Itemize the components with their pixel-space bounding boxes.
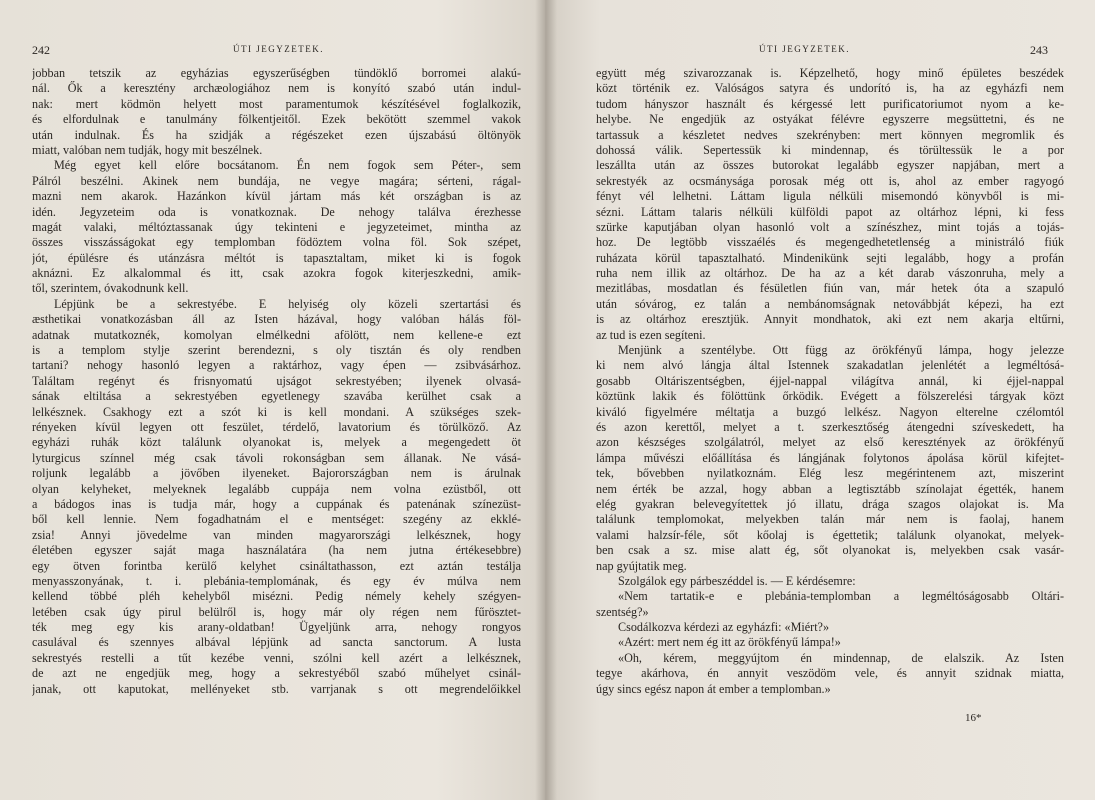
text-line: szentség?» (596, 604, 649, 619)
text-line: kellend többé pléh kehelyből misézni. Pedig némely kehely szégyen- (32, 589, 521, 604)
text-line: tegye akárhova, én annyit veszödöm vele, és annyit szidnak miatta, (596, 666, 1064, 681)
text-line: is az oltárhoz eresztjük. Annyit mondhatok, aki ezt nem akarja eltűrni, (596, 312, 1064, 327)
text-line: azon készséges szolgálatról, melyet az első keresztények az örökfényű (596, 435, 1064, 450)
text-line: egyházi ruhák közt találunk olyanokat is, melyek a megengedett öt (32, 435, 521, 450)
text-line: ték meg egy kis arany-oldatban! Ügyeljünk arra, nehogy rongyos (32, 620, 521, 635)
text-line: gosabb Oltáriszentségben, éjjel-nappal világítva annál, ki éjjel-nappal (596, 373, 1064, 388)
text-line: leszállta után az összes butorokat legalább egyszer napjában, mert a (596, 158, 1064, 173)
text-line: «Nem tartatik-e e plebánia-templomban a legméltóságosabb Oltári- (618, 589, 1064, 604)
text-line: menyasszonyának, t. i. plebánia-templomának, és egy év múlva nem (32, 573, 521, 588)
signature-mark: 16* (965, 712, 982, 724)
text-line: tudom hányszor használt és kérgessé lett purificatoriumot nyom a ke- (596, 96, 1064, 111)
text-line: Szolgálok egy párbeszéddel is. — E kérdésemre: (618, 573, 856, 588)
page-number: 243 (1030, 43, 1048, 57)
left-page (0, 0, 545, 800)
text-line: miatt, valóban nem tudják, hogy mit beszélnek. (32, 142, 263, 157)
text-line: sekrestyés restelli a tűt kezébe venni, szólni kell azért a lelkésznek, (32, 650, 521, 665)
text-line: ruha nem illik az oltárhoz. De ha az a két darab vászonruha, mely a (596, 266, 1064, 281)
text-line: de azt ne engedjük meg, hogy a sekrestyéből szabó műhelyet csinál- (32, 666, 521, 681)
page-number: 242 (32, 43, 50, 57)
text-line: adatnak mutatkoznék, komolyan elmélkedni afölött, nem kellene-e ezt (32, 327, 521, 342)
text-line: az tud is ezen segíteni. (596, 327, 706, 342)
text-line: letében csak úgy pirul belülről is, hogy már oly régen nem fűrösztet- (32, 604, 521, 619)
text-line: lyturgicus színnel még csak távoli rokonságban sem állanak. Ne vásá- (32, 450, 521, 465)
text-line: ben csak a sz. mise alatt ég, sőt olyanokat is, melyekben csak vasár- (596, 543, 1064, 558)
text-line: után indulnak. És ha szidják a régészeket ezen újszabású öltönyök (32, 127, 521, 142)
text-line: Még egyet kell előre bocsátanom. Én nem fogok sem Péter-, sem (54, 158, 521, 173)
text-line: olyan kelyheket, melyeknek legalább cuppája nem volna ezüstből, ott (32, 481, 521, 496)
text-line: idén. Jegyzeteim oda is vonatkoznak. De nehogy találva érezhesse (32, 204, 521, 219)
text-line: zsia! Annyi jövedelme van minden magyarországi lelkésznek, hogy (32, 527, 521, 542)
text-line: æsthetikai vonatkozásban áll az Isten házával, hogy valóban hálás föl- (32, 312, 521, 327)
text-line: Lépjünk be a sekrestyébe. E helyiség oly közeli szertartási és (54, 296, 521, 311)
running-head: ÚTI JEGYZETEK. (759, 44, 850, 54)
text-line: től, szerintem, óvakodnunk kell. (32, 281, 189, 296)
text-line: janak, ott kaputokat, mellényeket stb. varrjanak s ott megrendelőikkel (32, 681, 521, 696)
text-line: nak: mert ködmön helyett most paramentumok készítésével foglalkozik, (32, 96, 521, 111)
text-line: sának eltiltása a sekrestyében egyetlenegy szavába kerülhet csak a (32, 389, 521, 404)
text-line: egy ötven forintba kerülő kelyhet csináltathasson, ezt aztán testálja (32, 558, 521, 573)
text-line: dohossá válik. Sepertessük ki mindennap, és törültessük le a por (596, 142, 1064, 157)
text-line: helybe. Ne engedjük az ostyákat félévre egyszerre megsüttetni, és ne (596, 112, 1064, 127)
text-line: elég gyakran belevegyítettek jó illatu, drága szagos olajokat is. Ma (596, 496, 1064, 511)
text-line: magát valaki, méltóztassanak úgy tekinteni e jegyzeteimet, mintha az (32, 219, 521, 234)
text-line: életében egyszer saját maga használatára (ha nem jutna értékesebbre) (32, 543, 521, 558)
text-line: Találtam regényt és frisnyomatú ujságot sekrestyében; ilyenek olvasá- (32, 373, 521, 388)
text-line: «Azért: mert nem ég itt az örökfényű lámpa!» (618, 635, 841, 650)
text-line: is a templom stylje szerint berendezni, s oly tisztán és oly rendben (32, 343, 521, 358)
text-line: casulával és szennyes albával lépjünk ad sancta sanctorum. A lusta (32, 635, 521, 650)
text-line: sekrestyék az ocsmánysága porosak még ott is, ahol az ember ragyogó (596, 173, 1064, 188)
text-line: Csodálkozva kérdezi az egyházfi: «Miért?» (618, 620, 830, 635)
text-line: úgy sincs egész napon át ember a templomban.» (596, 681, 831, 696)
text-line: fényt vél lelhetni. Láttam ligula nélküli misemondó könyvből is mi- (596, 189, 1064, 204)
text-line: lelkésznek. Csakhogy ezt a szót ki is kell mondani. A szükséges szek- (32, 404, 521, 419)
page-text (32, 66, 521, 697)
running-head: ÚTI JEGYZETEK. (233, 44, 324, 54)
book-gutter (535, 0, 557, 800)
text-line: aknázni. Ez alkalommal és itt, csak azokra fogok kiterjeszkedni, amik- (32, 266, 521, 281)
text-line: a bádogos inas is tudja már, hogy a cuppának és patenának színezüst- (32, 496, 521, 511)
text-line: tartani? nehogy hasonló legyen a raktárhoz, vagy épen — zsibvásárhoz. (32, 358, 521, 373)
text-line: hoz. De legtöbb visszaélés és megengedhetetlenség a ministráló fiúk (596, 235, 1064, 250)
text-line: jobban tetszik az egyházias egyszerűségben tündöklő borromei alakú- (32, 66, 521, 80)
text-line: és azon kerettől, melyet a t. szerkesztőség átengedni szíveskedett, ha (596, 419, 1064, 434)
text-line: tek, bővebben nyilatkoznám. Elég lesz megérintenem azt, miszerint (596, 466, 1064, 481)
text-line: ruházata körül tapasztalható. Mindenikünk sejti legalább, hogy a profán (596, 250, 1064, 265)
text-line: mezitlábas, mosdatlan és fésületlen fiún van, már hetek óta a szapuló (596, 281, 1064, 296)
text-line: «Oh, kérem, meggyújtom én mindennap, de elalszik. Az Isten (618, 650, 1064, 665)
text-line: Pálról beszélni. Akinek nem bundája, ne vegye magára; sérteni, rágal- (32, 173, 521, 188)
text-line: együtt még szivarozzanak is. Képzelhető, hogy minő épületes beszédek (596, 66, 1064, 80)
text-line: jót, épülésre és utánzásra méltót is tapasztaltam, miket ki is fogok (32, 250, 521, 265)
text-line: ből kell lennie. Nem fogadhatnám el e mentséget: szegény az ekklé- (32, 512, 521, 527)
page-text (596, 66, 1064, 697)
text-line: találunk templomokat, melyekben talán már nem is faolaj, hanem (596, 512, 1064, 527)
text-line: lámpa művészi előállítása és lángjának folytonos ápolása körül kifejtet- (596, 450, 1064, 465)
text-line: tartassuk a készletet nedves szekrényben: mert könnyen megromlik és (596, 127, 1064, 142)
text-line: köztünk lakik és fölöttünk őrködik. Evégett a fölszerelési tárgyak közt (596, 389, 1064, 404)
text-line: nem érték be azzal, hogy abban a legtisztább színolajat égették, hanem (596, 481, 1064, 496)
text-line: mazni nem akarok. Hazánkon kívül jártam más két országban is az (32, 189, 521, 204)
text-line: szürke kaputjában olyan hasonló volt a színészhez, mint tojás a tojás- (596, 219, 1064, 234)
text-line: sézni. Láttam talaris nélküli külföldi papot az oltárhoz lépni, ki fess (596, 204, 1064, 219)
text-line: kiváló figyelmére méltatja a buzgó lelkész. Nagyon elterelne czélomtól (596, 404, 1064, 419)
text-line: közt történik ez. Valóságos satyra és undorító is, ha az egyházfi nem (596, 81, 1064, 96)
text-line: valami halzsír-féle, sőt kőolaj is égettetik; találunk olyanokat, melyek- (596, 527, 1064, 542)
text-line: ki nem alvó lángja által Istennek szakadatlan jelenlétét a legméltósá- (596, 358, 1064, 373)
text-line: összes visszásságokat egy templomban födöztem volna föl. Sok szépet, (32, 235, 521, 250)
text-line: roljunk legalább a jövőben ilyeneket. Bajorországban nem is árulnak (32, 466, 521, 481)
text-line: rényeken kívül legyen ott feszület, térdelő, lavatorium és törülköző. Az (32, 419, 521, 434)
text-line: nap gyújtatik meg. (596, 558, 687, 573)
text-line: Menjünk a szentélybe. Ott függ az örökfényű lámpa, hogy jelezze (618, 343, 1064, 358)
text-line: nál. Ők a keresztény archæologiához nem is konyító szabó után indul- (32, 81, 521, 96)
text-line: után sóvárog, ez talán a nembánomságnak netovábbját képezi, ha ezt (596, 296, 1064, 311)
text-line: és elfordulnak e tanulmány fölkentjeitől. Ezek bekötött szemmel vakok (32, 112, 521, 127)
